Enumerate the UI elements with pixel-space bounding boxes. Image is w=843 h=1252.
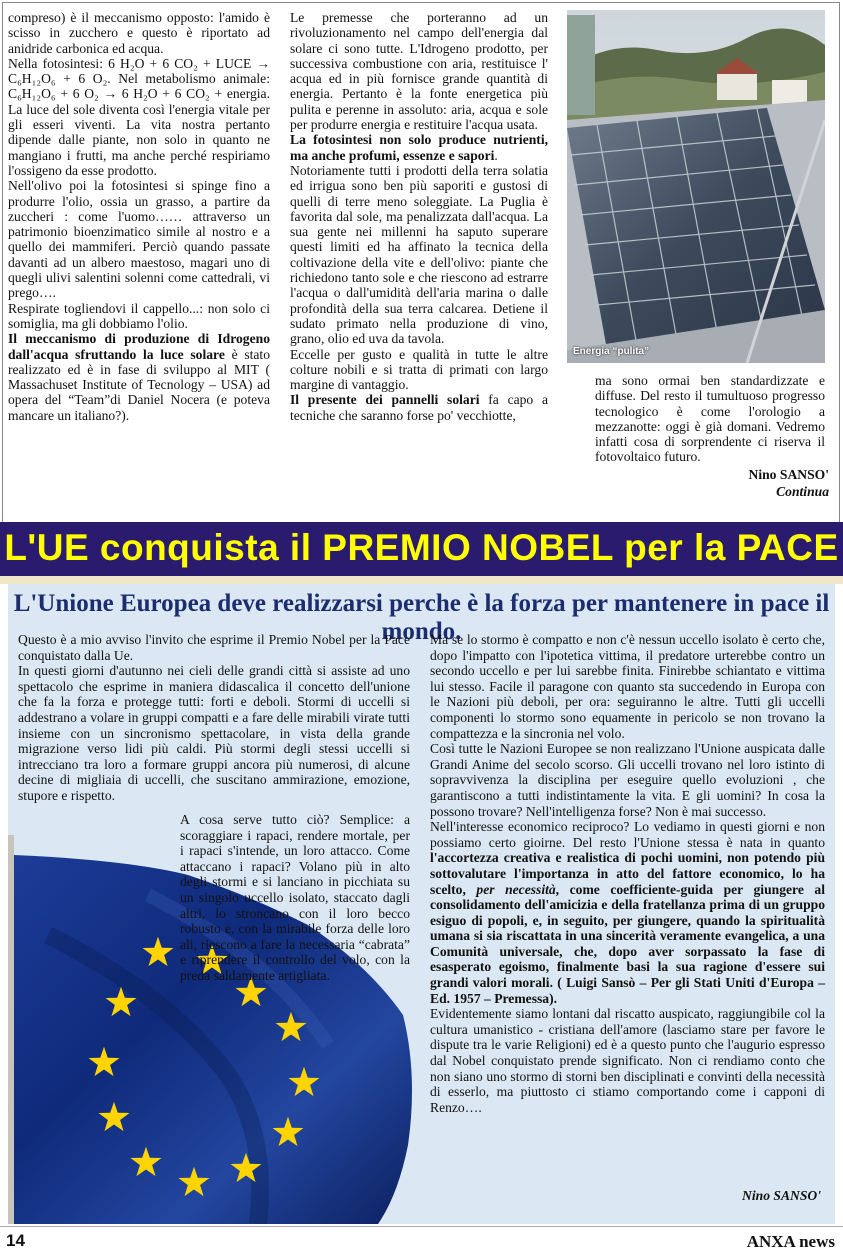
article-column-1 <box>8 10 270 423</box>
paragraph: Nella fotosintesi: 6 H₂O + 6 CO₂ + LUCE → C₆H₁₂O₆ + 6 O₂. Nel metabolismo animale: C₆H₁₂O₆ + 6 O₂ → 6 H₂O + 6 CO₂ + energia. La luce del sole diventa così l'energia vitale per gli esseri viventi. La vita nostra pertanto dipende dalle piante, non solo in quanto ne mangiano i frutti, ma anche perché respiriamo l'ossigeno da esse prodotto. <box>8 55 270 178</box>
magazine-name: ANXA news <box>746 1232 835 1251</box>
paragraph: Eccelle per gusto e qualità in tutte le altre colture nobili e si tratta di primati con largo margine di vantaggio. <box>290 346 548 393</box>
photo-caption: Energia “pulita” <box>573 346 650 357</box>
bold-heading: Il presente dei pannelli solari <box>290 392 480 408</box>
continued-label: Continua <box>776 484 829 499</box>
paragraph <box>430 819 825 1006</box>
solar-panels-photo <box>567 10 825 363</box>
bold-heading: La fotosintesi non solo produce nutrienti, ma anche profumi, essenze e sapori <box>290 132 548 163</box>
bold-quote: , come coefficiente-guida per giungere al consolidamento dell'amicizia e della fratellanza prima di un gruppo esiguo di popoli, e, in seguito, per giungere, quando la spiritualità umana si sia riscattata in una sincerità veramente evangelica, a una Comunità universale, che, dopo aver sorpassato la fase di esasperato egoismo, finalmente basi la sua ragione d'essere sui grandi valori morali. ( Luigi Sansò – Per gli Stati Uniti d'Europa – Ed. 1957 – Premessa). <box>430 881 825 1006</box>
paragraph: Le premesse che porteranno ad un rivoluzionamento nel campo dell'energia dal solare ci sono tutte. L'Idrogeno prodotto, per successiva combustione con aria, restituisce l' acqua ed in più fornisce grande quantità di energia. Pertanto è la fonte energetica più pulita e perenne in assoluto: aria, acqua e sole per produrre energia e restituire l'acqua usata. <box>290 10 548 133</box>
author-signature-bottom: Nino SANSO' <box>742 1188 821 1203</box>
author-signature-top <box>749 466 829 500</box>
headline-subtitle: L'Unione Europea deve realizzarsi perche è la forza per mantenere in pace il mondo. <box>13 590 830 645</box>
paragraph: In questi giorni d'autunno nei cieli delle grandi città si assiste ad uno spettacolo che esprime in maniera didascalica il concetto dell'unione che fa la forza e protegge tutti: forti e deboli. Stormi di uccelli si addestrano a volare in gruppi compatti e a fare delle mirabili virate tutti insieme con un sincronismo spettacolare, in vista della grande migrazione verso lidi più caldi. Più stormi degli stessi uccelli si intrecciano tra loro a formare gruppi ancora più numerosi, di alcune decine di migliaia di uccelli, che suscitano ammirazione, emozione, stupore e rispetto. <box>18 663 410 803</box>
paragraph: Notoriamente tutti i prodotti della terra solatia ed irrigua sono ben più saporiti e gustosi di quelli di terre meno soleggiate. La Puglia è favorita dal sole, ma penalizzata dall'acqua. La sua gente nei millenni ha saputo superare questi limiti ed ha affinato la tecnica della coltivazione della vite e dell'olivo: piante che richiedono tanto sole e che riescono ad estrarre l'acqua o dall'umidità dell'aria marina o dalle profondità della sua terra calcarea. Detiene il sudato primato nella produzione di vino, grano, olio ed uva da tavola. <box>290 162 548 347</box>
paragraph: Nell'olivo poi la fotosintesi si spinge fino a produrre l'olio, ossia un grasso, a partire da zuccheri : come l'uomo…… attraverso un patrimonio bioenzimatico simile al nostro e a quello dei mammiferi. Perciò quando passate davanti ad un albero maestoso, magari uno di quegli ulivi salentini solenni come cattedrali, vi prego…. <box>8 178 270 301</box>
bold-quote: l'accortezza creativa e realistica di pochi uomini, non potendo più sottovalutare l'importanza in atto del fattore economico, lo ha scelto, <box>430 850 825 897</box>
paragraph: A cosa serve tutto ciò? Semplice: a scoraggiare i rapaci, rendere mortale, per i rapaci s'intende, un loro attacco. Come attaccano i rapaci? Volano più in alto degli stormi e si lanciano in picchiata su un singolo uccello isolato, staccato dagli altri, lo stroncano con il loro becco robusto e, con la mirabile forza delle loro ali, riescono a fare la necessaria “cabrata” e riprendere il controllo del volo, con la preda saldamente artigliata. <box>180 812 410 983</box>
italic-quote: per necessità <box>476 881 556 897</box>
paragraph: Evidentemente siamo lontani dal riscatto auspicato, raggiungibile col la cultura umanistico - cristiana dell'amore (lasciamo stare per favore le dispute tra le varie Religioni) ed è a questo punto che l'augurio espresso dal Nobel conquistato prende significato. Non ci rendiamo conto che non siano uno stormo di storni ben disciplinati e convinti della necessità di esserlo, ma piuttosto ci stiamo comportando come i capponi di Renzo…. <box>430 1006 825 1115</box>
nobel-article-left-column <box>18 632 410 804</box>
paragraph: compreso) è il meccanismo opposto: l'amido è scisso in zucchero e questo è riportato ad anidride carbonica ed acqua. <box>8 10 270 56</box>
paragraph-text: fa capo a tecniche che saranno forse po' vecchiotte, <box>290 392 548 423</box>
solar-panels-image <box>567 10 825 363</box>
paragraph: Così tutte le Nazioni Europee se non realizzano l'Unione auspicata dalle Grandi Anime del secolo scorso. Gli uccelli trovano nel loro istinto di sopravvivenza la disciplina per eseguire quello evoluzioni , che garantiscono a tutti indistintamente la vita. E gli uomini? In cosa la possono trovare? Nell'intelligenza forse? Non è mai successo. <box>430 741 825 819</box>
paragraph: La fotosintesi non solo produce nutrienti, ma anche profumi, essenze e sapori. <box>290 132 548 163</box>
article-column-3 <box>595 373 825 465</box>
author-name: Nino SANSO' <box>748 467 829 482</box>
page-number: 14 <box>6 1231 25 1250</box>
banner-strip <box>0 576 843 584</box>
paragraph <box>290 392 548 423</box>
article-column-2 <box>290 10 548 423</box>
paragraph: Questo è a mio avviso l'invito che esprime il Premio Nobel per la Pace conquistato dalla Ue. <box>18 632 410 663</box>
bold-heading: Il meccanismo di produzione di Idrogeno dall'acqua sfruttando la luce solare <box>8 331 270 362</box>
paragraph: Respirate togliendovi il cappello...: non solo ci somiglia, ma gli dobbiamo l'olio. <box>8 300 270 331</box>
nobel-article-left-flag-text <box>180 812 410 984</box>
page-footer <box>0 1226 843 1252</box>
paragraph: Ma se lo stormo è compatto e non c'è nessun uccello isolato è certo che, dopo l'impatto con l'ipotetica vittima, il predatore urterebbe contro un secondo uccello e per lui sarebbe finita. Finirebbe schiantato e vittima lui stesso. Facile il paragone con quanto sta succedendo in Europa con le Nazioni più deboli, per ora: seguiranno le altre. Tutti gli uccelli componenti lo stormo sono equamente in pericolo se non trovano la compattezza e la sincronia nel volo. <box>430 632 825 741</box>
nobel-article-right-column <box>430 632 825 1115</box>
headline-banner <box>0 522 843 584</box>
paragraph-text: è stato realizzato ed è in fase di sviluppo al MIT ( Massachuset Institute of Tecnology – USA) ad opera del “Team”di Daniel Nocera (e poteva mancare un italiano?). <box>8 346 270 423</box>
paragraph: ma sono ormai ben standardizzate e diffuse. Del resto il tumultuoso progresso tecnologico è come l'orologio a mezzanotte: oggi è già domani. Vedremo infatti cosa di sorprendente ci riserva il fotovoltaico futuro. <box>595 373 825 465</box>
paragraph <box>8 331 270 423</box>
paragraph-text: Nell'interesse economico reciproco? Lo vediamo in questi giorni e non possiamo certo gioirne. Del resto l'Unione stessa è nata in quanto <box>430 819 825 850</box>
headline-title: L'UE conquista il PREMIO NOBEL per la PACE <box>4 527 839 568</box>
